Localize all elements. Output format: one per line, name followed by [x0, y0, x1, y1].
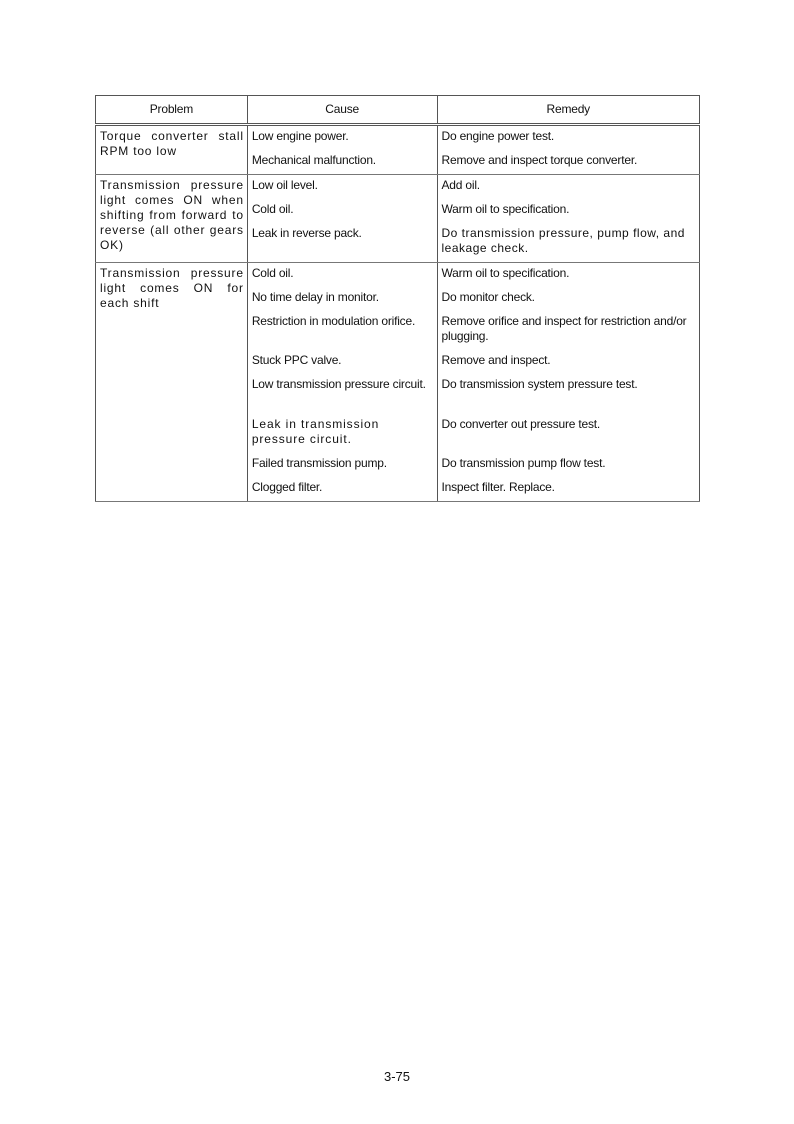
header-problem: Problem	[96, 96, 248, 125]
remedy-cell: Do transmission system pressure test.	[437, 374, 700, 414]
problem-cell: Transmission pressure light comes ON for each shift	[96, 263, 248, 502]
remedy-cell: Do converter out pressure test.	[437, 414, 700, 453]
cause-cell: Leak in transmission pressure circuit.	[247, 414, 437, 453]
remedy-cell: Warm oil to specification.	[437, 199, 700, 223]
cause-cell: Leak in reverse pack.	[247, 223, 437, 263]
problem-cell: Torque converter stall RPM too low	[96, 125, 248, 175]
cause-cell: Restriction in modulation orifice.	[247, 311, 437, 350]
table-row	[96, 175, 700, 200]
table-row	[96, 125, 700, 151]
header-cause: Cause	[247, 96, 437, 125]
cause-cell: Failed transmission pump.	[247, 453, 437, 477]
table-row	[96, 263, 700, 288]
cause-cell: Cold oil.	[247, 263, 437, 288]
problem-cell: Transmission pressure light comes ON when shifting from forward to reverse (all other gears OK)	[96, 175, 248, 263]
header-remedy: Remedy	[437, 96, 700, 125]
cause-cell: Clogged filter.	[247, 477, 437, 502]
remedy-cell: Remove orifice and inspect for restriction and/or plugging.	[437, 311, 700, 350]
cause-cell: No time delay in monitor.	[247, 287, 437, 311]
cause-cell: Low engine power.	[247, 125, 437, 151]
remedy-cell: Add oil.	[437, 175, 700, 200]
remedy-cell: Do engine power test.	[437, 125, 700, 151]
remedy-cell: Inspect filter. Replace.	[437, 477, 700, 502]
remedy-cell: Do monitor check.	[437, 287, 700, 311]
cause-cell: Stuck PPC valve.	[247, 350, 437, 374]
remedy-cell: Remove and inspect torque converter.	[437, 150, 700, 175]
table-header-row	[96, 96, 700, 125]
cause-cell: Cold oil.	[247, 199, 437, 223]
remedy-cell: Remove and inspect.	[437, 350, 700, 374]
page-number: 3-75	[383, 1069, 411, 1084]
remedy-cell: Do transmission pressure, pump flow, and leakage check.	[437, 223, 700, 263]
remedy-cell: Do transmission pump flow test.	[437, 453, 700, 477]
cause-cell: Mechanical malfunction.	[247, 150, 437, 175]
cause-cell: Low oil level.	[247, 175, 437, 200]
cause-cell: Low transmission pressure circuit.	[247, 374, 437, 414]
remedy-cell: Warm oil to specification.	[437, 263, 700, 288]
troubleshooting-table	[95, 95, 700, 502]
